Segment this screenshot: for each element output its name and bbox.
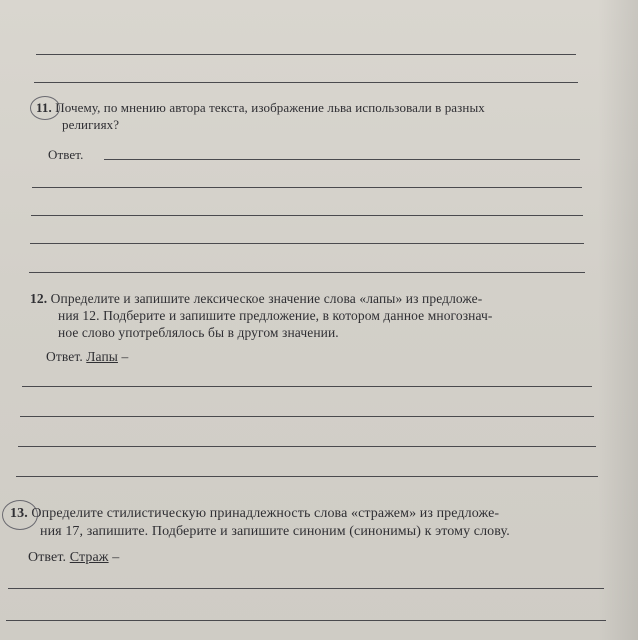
- question-11-answer-label: Ответ.: [48, 147, 84, 162]
- question-12-answer-word: Лапы: [86, 349, 118, 364]
- question-13-number: 13.: [10, 506, 28, 521]
- answer-line[interactable]: [29, 272, 585, 273]
- answer-line[interactable]: [16, 476, 598, 477]
- question-11-number: 11.: [36, 100, 52, 115]
- answer-line[interactable]: [8, 588, 604, 589]
- question-12-answer: [46, 348, 128, 365]
- question-11-text-line2: религиях?: [62, 117, 120, 132]
- question-12-text-line2: ния 12. Подберите и запишите предложение, в котором данное многознач-: [58, 308, 493, 323]
- answer-line[interactable]: [104, 159, 580, 160]
- question-12-text: 12. Определите и запишите лексическое значение слова «лапы» из предложе-: [30, 291, 483, 306]
- question-12-number: 12.: [30, 291, 48, 306]
- answer-line[interactable]: [22, 386, 592, 387]
- question-12-answer-dash: –: [121, 349, 129, 364]
- question-13-text-line2: ния 17, запишите. Подберите и запишите синоним (синонимы) к этому слову.: [40, 524, 510, 539]
- question-12-answer-label: Ответ.: [46, 349, 83, 364]
- question-12-text-line3: ное слово употреблялось бы в другом значении.: [58, 325, 339, 340]
- question-13-answer-label: Ответ.: [28, 550, 67, 565]
- answer-line[interactable]: [36, 54, 576, 55]
- answer-line[interactable]: [30, 243, 584, 244]
- question-11-text: 11. Почему, по мнению автора текста, изображение льва использовали в разных: [36, 100, 485, 115]
- question-13-answer-word: Страж: [69, 550, 109, 565]
- answer-line[interactable]: [31, 215, 583, 216]
- answer-line[interactable]: [18, 446, 596, 447]
- answer-line[interactable]: [20, 416, 594, 417]
- page-edge-shadow: [598, 0, 638, 640]
- question-13-answer-dash: –: [112, 550, 120, 565]
- answer-line[interactable]: [34, 82, 578, 83]
- answer-line[interactable]: [32, 187, 582, 188]
- question-13-text: 13. Определите стилистическую принадлежность слова «стражем» из предложе-: [10, 506, 500, 521]
- answer-line[interactable]: [6, 620, 606, 621]
- question-13-answer: [28, 549, 119, 567]
